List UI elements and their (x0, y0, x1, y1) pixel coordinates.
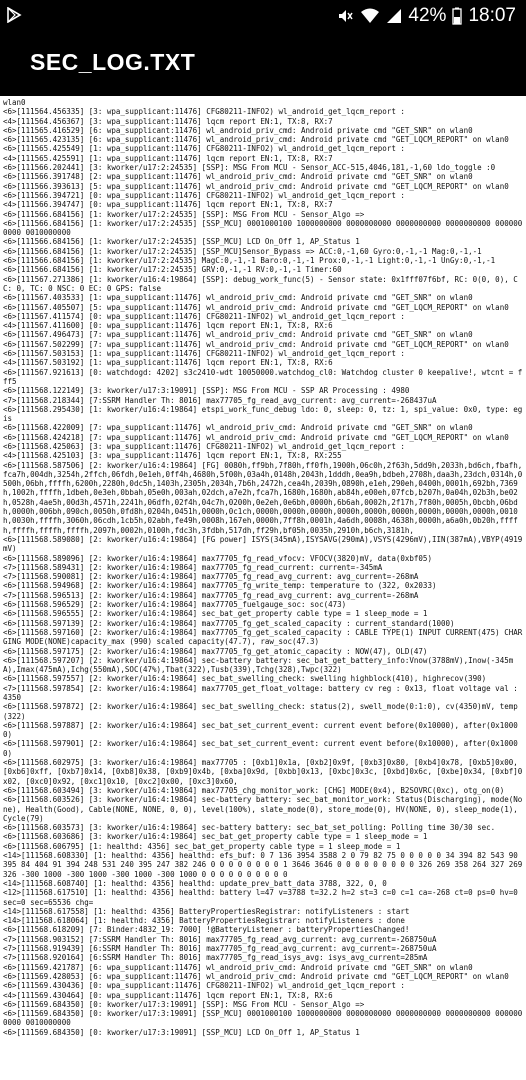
log-line: <4>[111568.425103] [3: wpa_supplicant:11476] lqcm report EN:1, TX:8, RX:255 (3, 451, 342, 461)
log-line: <7>[111568.589431] [2: kworker/u16:4:19864] max77705_fg_read_current: current=-345mA (3, 562, 383, 572)
log-line: <7>[111568.218344] [7:SSRM Handler Th: 8016] max77705_fg_read_avg_current: avg_current=-268437uA (3, 395, 437, 405)
log-line: <6>[111566.394721] [0: wpa_supplicant:11476] CFG80211-INFO2) wl_android_get_lqcm_report : (3, 190, 405, 200)
log-line: <6>[111566.391748] [2: wpa_supplicant:11476] wl_android_priv_cmd: Android private cmd "GET_SNR" on wlan0 (3, 172, 473, 182)
log-line: <6>[111568.589096] [2: kworker/u16:4:19864] max77705_fg_read_vfocv: VFOCV(3820)mV, data(0xbf05) (3, 553, 432, 563)
log-line: <6>[111567.502299] [7: wpa_supplicant:11476] wl_android_priv_cmd: Android private cmd "GET_LQCM_REPORT" on wlan0 (3, 339, 509, 349)
log-line: <7>[111568.919439] [6:SSRM Handler Th: 8016] max77705_fg_read_avg_current: avg_current=-268750uA (3, 944, 437, 954)
battery-percent: 42% (408, 5, 447, 26)
log-line: <6>[111568.596555] [2: kworker/u16:4:19864] sec_bat_get_property cable type = 1 sleep_mode = 1 (3, 609, 428, 619)
log-line: <4>[111565.425591] [1: wpa_supplicant:11476] lqcm report EN:1, TX:8, RX:7 (3, 153, 333, 163)
log-content[interactable] (3, 98, 523, 1080)
log-line: <4>[111564.456367] [3: wpa_supplicant:11476] lqcm report EN:1, TX:8, RX:7 (3, 116, 333, 126)
log-line: <6>[111568.603573] [3: kworker/u16:4:19864] sec-battery battery: sec_bat_set_polling: Polling time 30/30 sec. (3, 823, 496, 833)
log-line: <6>[111566.684156] [1: kworker/u17:2:24535] [SSP_MCU]Sensor_Bypass => ACC:0,-1,60 Gyro:0,-1,-1 Mag:0,-1,-1 (3, 246, 482, 256)
log-line: <7>[111568.920164] [6:SSRM Handler Th: 8016] max77705_fg_read_isys_avg: isys_avg_current=285mA (3, 953, 428, 963)
log-line: <4>[111567.411600] [0: wpa_supplicant:11476] lqcm report EN:1, TX:8, RX:6 (3, 321, 333, 331)
log-line: <7>[111568.596513] [2: kworker/u16:4:19864] max77705_fg_read_avg_current: avg_current=-268mA (3, 590, 419, 600)
log-line: <6>[111568.596529] [2: kworker/u16:4:19864] max77705_fuelgauge_soc: soc(473) (3, 600, 347, 610)
log-line: <6>[111566.684156] [1: kworker/u17:2:24535] [SSP_MCU] LCD On_Off 1, AP_Status 1 (3, 237, 360, 247)
log-line: <6>[111568.597139] [2: kworker/u16:4:19864] max77705_fg_get_scaled_capacity : current_standard(1000) (3, 618, 455, 628)
log-line: <6>[111567.503153] [1: wpa_supplicant:11476] CFG80211-INFO2) wl_android_get_lqcm_report : (3, 349, 405, 359)
status-bar (0, 0, 526, 32)
log-line: <6>[111569.421787] [6: wpa_supplicant:11476] wl_android_priv_cmd: Android private cmd "GET_SNR" on wlan0 (3, 962, 473, 972)
log-line: <6>[111566.684156] [1: kworker/u17:2:24535] [SSP_MCU] 0001000100 1000000000 0000000000 0000000000 0000000000 0000000000 0010000000 (3, 218, 523, 238)
log-line: <6>[111566.393613] [5: wpa_supplicant:11476] wl_android_priv_cmd: Android private cmd "GET_LQCM_REPORT" on wlan0 (3, 181, 509, 191)
signal-icon (386, 7, 402, 25)
log-line: <6>[111565.423135] [6: wpa_supplicant:11476] wl_android_priv_cmd: Android private cmd "GET_LQCM_REPORT" on wlan0 (3, 135, 509, 145)
log-line: <6>[111568.597207] [2: kworker/u16:4:19864] sec-battery battery: sec_bat_get_battery_info:Vnow(3788mV),Inow(-345mA),Imax(475mA),Ichg(550mA),SOC(47%),Tbat(322),Tusb(339),Tchg(328),Twpc(322) (3, 655, 514, 675)
log-line: <6>[111568.618209] [7: Binder:4832_19: 7000] !@BatteryListener : batteryPropertiesChanged! (3, 925, 410, 935)
log-line: <6>[111567.405507] [5: wpa_supplicant:11476] wl_android_priv_cmd: Android private cmd "GET_LQCM_REPORT" on wlan0 (3, 302, 509, 312)
log-line: <6>[111568.597887] [2: kworker/u16:4:19864] sec_bat_set_current_event: current event before(0x10000), after(0x10000) (3, 720, 518, 740)
log-line: <6>[111569.684350] [0: kworker/u17:3:19091] [SSP]: MSG From MCU - Sensor_Algo => (3, 999, 365, 1009)
log-line: <6>[111567.411574] [0: wpa_supplicant:11476] CFG80211-INFO2) wl_android_get_lqcm_report : (3, 311, 405, 321)
log-line: <6>[111567.271386] [1: kworker/u16:4:19864] [SSP]: debug_work_func(5) - Sensor state: 0x1fff07f6bf, RC: 0(0, 0), CC: 0, TC: 0 NSC: 0 EC: 0 GPS: false (3, 274, 518, 293)
log-line: <14>[111568.617558] [1: healthd: 4356] BatteryPropertiesRegistrar: notifyListeners : start (3, 906, 410, 916)
log-line: <6>[111568.597872] [2: kworker/u16:4:19864] sec_bat_swelling_check: status(2), swell_mode(0:1:0), cv(4350)mV, temp(322) (3, 702, 518, 721)
log-line: <7>[111568.597854] [2: kworker/u16:4:19864] max77705_get_float_voltage: battery cv reg : 0x13, float voltage val : 4350 (3, 683, 523, 702)
log-line: <4>[111566.394747] [0: wpa_supplicant:11476] lqcm report EN:1, TX:8, RX:7 (3, 200, 333, 210)
log-line: <6>[111567.921613] [0: watchdogd: 4202] s3c2410-wdt 10050000.watchdog_cl0: Watchdog cluster 0 keepalive!, wtcnt = fff5 (3, 367, 523, 386)
log-line: <6>[111568.594968] [2: kworker/u16:4:19864] max77705_fg_write_temp: temperature to (322, 0x2033) (3, 581, 437, 591)
log-line: <6>[111565.425549] [1: wpa_supplicant:11476] CFG80211-INFO2) wl_android_get_lqcm_report : (3, 144, 405, 154)
log-line: <6>[111567.403533] [1: wpa_supplicant:11476] wl_android_priv_cmd: Android private cmd "GET_SNR" on wlan0 (3, 293, 473, 303)
mute-icon (336, 7, 354, 25)
log-line: <6>[111566.684156] [1: kworker/u17:2:24535] GRV:0,-1,-1 RV:0,-1,-1 Timer:60 (3, 265, 342, 275)
log-line: <12>[111568.617510] [1: healthd: 4356] healthd: battery l=47 v=3788 t=32.2 h=2 st=3 c=0 c=1 ca=-268 ct=0 ps=0 hv=0 sec=0 sec=65536 chg= (3, 888, 523, 907)
log-line: <6>[111564.456335] [3: wpa_supplicant:11476] CFG80211-INFO2) wl_android_get_lqcm_report : (3, 107, 405, 117)
log-line: <6>[111566.684156] [1: kworker/u17:2:24535] MagC:0,-1,-1 Baro:0,-1,-1 Prox:0,-1,-1 Light:0,-1,-1 UnGy:0,-1,-1 (3, 256, 496, 266)
log-line: <14>[111568.608740] [1: healthd: 4356] healthd: update_prev_batt_data 3788, 322, 0, 0 (3, 878, 387, 888)
log-line: <4>[111567.503192] [1: wpa_supplicant:11476] lqcm report EN:1, TX:8, RX:6 (3, 358, 333, 368)
log-line: <4>[111569.430464] [0: wpa_supplicant:11476] lqcm report EN:1, TX:8, RX:6 (3, 990, 333, 1000)
clock: 18:07 (468, 5, 516, 26)
log-line: wlan0 (3, 98, 26, 107)
log-line: <6>[111566.202441] [3: kworker/u17:2:24535] [SSP]: MSG From MCU - Sensor_ACC-515,4046,181,-1,60 ldo_toggle :0 (3, 163, 496, 173)
wifi-icon (360, 7, 380, 25)
log-line: <6>[111568.603686] [3: kworker/u16:4:19864] sec_bat_get_property cable type = 1 sleep_mode = 1 (3, 832, 428, 842)
log-line: <6>[111568.597557] [2: kworker/u16:4:19864] sec_bat_swelling_check: swelling highblock(410), highrecov(390) (3, 674, 487, 684)
log-line: <14>[111568.618064] [1: healthd: 4356] BatteryPropertiesRegistrar: notifyListeners : done (3, 916, 405, 926)
log-line: <6>[111568.597160] [2: kworker/u16:4:19864] max77705_fg_get_scaled_capacity : CABLE TYPE(1) INPUT CURRENT(475) CHARGING MODE(NONE)capacity_max (990) scaled capacity(47.7), raw_soc(47.3) (3, 627, 523, 647)
log-line: <6>[111567.496473] [7: wpa_supplicant:11476] wl_android_priv_cmd: Android private cmd "GET_SNR" on wlan0 (3, 330, 473, 340)
log-line: <6>[111568.603494] [3: kworker/u16:4:19864] max77705_chg_monitor_work: [CHG] MODE(0x4), B2SOVRC(0xc), otg_on(0) (3, 785, 505, 795)
log-line: <6>[111568.422009] [7: wpa_supplicant:11476] wl_android_priv_cmd: Android private cmd "GET_SNR" on wlan0 (3, 423, 473, 433)
log-line: <6>[111568.295430] [1: kworker/u16:4:19864] etspi_work_func_debug ldo: 0, sleep: 0, tz: 1, spi_value: 0x0, type: egis (3, 404, 523, 424)
log-line: <6>[111568.424218] [7: wpa_supplicant:11476] wl_android_priv_cmd: Android private cmd "GET_LQCM_REPORT" on wlan0 (3, 432, 509, 442)
log-line: <6>[111565.416529] [6: wpa_supplicant:11476] wl_android_priv_cmd: Android private cmd "GET_SNR" on wlan0 (3, 125, 473, 135)
battery-icon (452, 7, 462, 25)
log-line: <6>[111568.602975] [3: kworker/u16:4:19864] max77705 : [0xb1]0x1a, [0xb2]0x9f, [0xb3]0x80, [0xb4]0x78, [0xb5]0x00, [0xb6]0xff, [0xb7]0x14, [0xb8]0x38, [0xb9]0x4b, [0xba]0x9d, [0xbb]0x13, [0xbc]0x3c, [0xbd]0x6c, [0xbe]0x34, [0xbf]0x02, [0xc0]0x92, [0xc1]0x10, [0xc2]0x00, [0xc3]0x60, (3, 758, 523, 786)
file-title: SEC_LOG.TXT (30, 49, 196, 75)
log-line: <6>[111568.589080] [2: kworker/u16:4:19864] [FG power] ISYS(345mA),ISYSAVG(290mA),VSYS(4296mV),IIN(387mA),VBYP(4919mV) (3, 534, 523, 554)
log-line: <6>[111566.684156] [1: kworker/u17:2:24535] [SSP]: MSG From MCU - Sensor_Algo => (3, 209, 365, 219)
log-line: <6>[111568.603526] [3: kworker/u16:4:19864] sec-battery battery: sec_bat_monitor_work: Status(Discharging), mode(None), Health(Good), Cable(NONE, NONE, 0, 0), level(100%), slate_mode(0), store_mode(0), HV(NONE, 0), sleep_mode(1), Cycle(79) (3, 795, 523, 823)
log-line: <6>[111568.597175] [2: kworker/u16:4:19864] max77705_fg_get_atomic_capacity : NOW(47), OLD(47) (3, 646, 428, 656)
log-line: <7>[111568.903152] [7:SSRM Handler Th: 8016] max77705_fg_read_avg_current: avg_current=-268750uA (3, 934, 437, 944)
log-line: <6>[111569.428053] [6: wpa_supplicant:11476] wl_android_priv_cmd: Android private cmd "GET_LQCM_REPORT" on wlan0 (3, 971, 509, 981)
play-store-icon (6, 7, 22, 23)
log-line: <6>[111568.597901] [2: kworker/u16:4:19864] sec_bat_set_current_event: current event before(0x10000), after(0x10000) (3, 739, 518, 758)
log-line: <7>[111568.590081] [2: kworker/u16:4:19864] max77705_fg_read_avg_current: avg_current=-268mA (3, 572, 419, 582)
log-line: <6>[111569.684350] [0: kworker/u17:3:19091] [SSP_MCU] 0001000100 1000000000 0000000000 0000000000 0000000000 0000000000 0010000000 (3, 1009, 523, 1028)
log-line: <14>[111568.608330] [1: healthd: 4356] healthd: efs_buf: 0 7 136 3954 3588 2 0 79 82 75 0 0 0 0 0 34 394 82 543 90 395 84 404 91 394 248 531 240 395 247 382 246 0 0 0 0 0 0 0 0 1 3646 3646 0 0 0 0 0 0 0 0 0 326 269 358 264 327 269 326 -300 1000 -300 1000 -300 1000 -300 1000 0 0 0 0 0 0 0 0 0 0 (3, 851, 523, 879)
log-line: <6>[111568.425063] [3: wpa_supplicant:11476] CFG80211-INFO2) wl_android_get_lqcm_report : (3, 441, 405, 451)
log-line: <6>[111568.122149] [3: kworker/u17:3:19091] [SSP]: MSG From MCU - SSP AR Processing : 4980 (3, 386, 410, 396)
log-line: <6>[111569.684350] [0: kworker/u17:3:19091] [SSP_MCU] LCD On_Off 1, AP_Status 1 (3, 1027, 360, 1037)
log-line: <6>[111569.430436] [0: wpa_supplicant:11476] CFG80211-INFO2) wl_android_get_lqcm_report : (3, 981, 405, 991)
app-bar (0, 32, 526, 96)
log-line: <6>[111568.587506] [2: kworker/u16:4:19864] [FG] 0080h,ff9bh,7f80h,ff0fh,1900h,06c0h,2f63h,5dd9h,2033h,bd6ch,fbafh,fca7h,004dh,3254h,2ffch,06fdh,0e1eh,0ff4h,4680h,5f00h,03a4h,0148h,2043h,1dddh,0ea9h,bdbeh,2708h,daa3h,23dch,0314h,0500h,06bh,ffffh,6200h,2280h,0dc5h,1403h,2305h,2034h,7b6h,2472h,cea4h,2039h,0890h,e1eh,290eh,0400h,0001h,692bh,7369h,1002h,ffffh,1dbeh,0e3eh,0bbah,05e0h,003ah,02dch,a7e2h,fca7h,1680h,1680h,ab84h,e00eh,07fcb,b207h,0a04h,02b3h,be02h,0528h,4ae5h,00d3h,4571h,2241h,06dfh,02f4h,04c7h,0200h,0e2eh,0e6bh,0000h,6b6ah,0002h,2f17h,7f80h,0005h,0bcbh,06bdh,0000h,006bh,090ch,0050h,0fd8h,0204h,0451h,0000h,0c1ch,0000h,0000h,0000h,0000h,0000h,0000h,0000h,0000h,0000h,0010h,0030h,ffffh,3060h,06cdh,1cb5h,02abh,fe49h,0008h,167eh,0000h,7ff8h,0001h,4a6dh,0008h,4638h,0000h,a6a0h,0b20h,ffffh,ffffh,ffffh,ffffh,2097h,0002h,0100h,fdc3h,3fdbh,517dh,ff29h,bf05h,0035h,2910h,b6ch,3181h, (3, 460, 523, 535)
log-line: <6>[111568.606795] [1: healthd: 4356] sec_bat_get_property cable type = 1 sleep_mode = 1 (3, 841, 401, 851)
